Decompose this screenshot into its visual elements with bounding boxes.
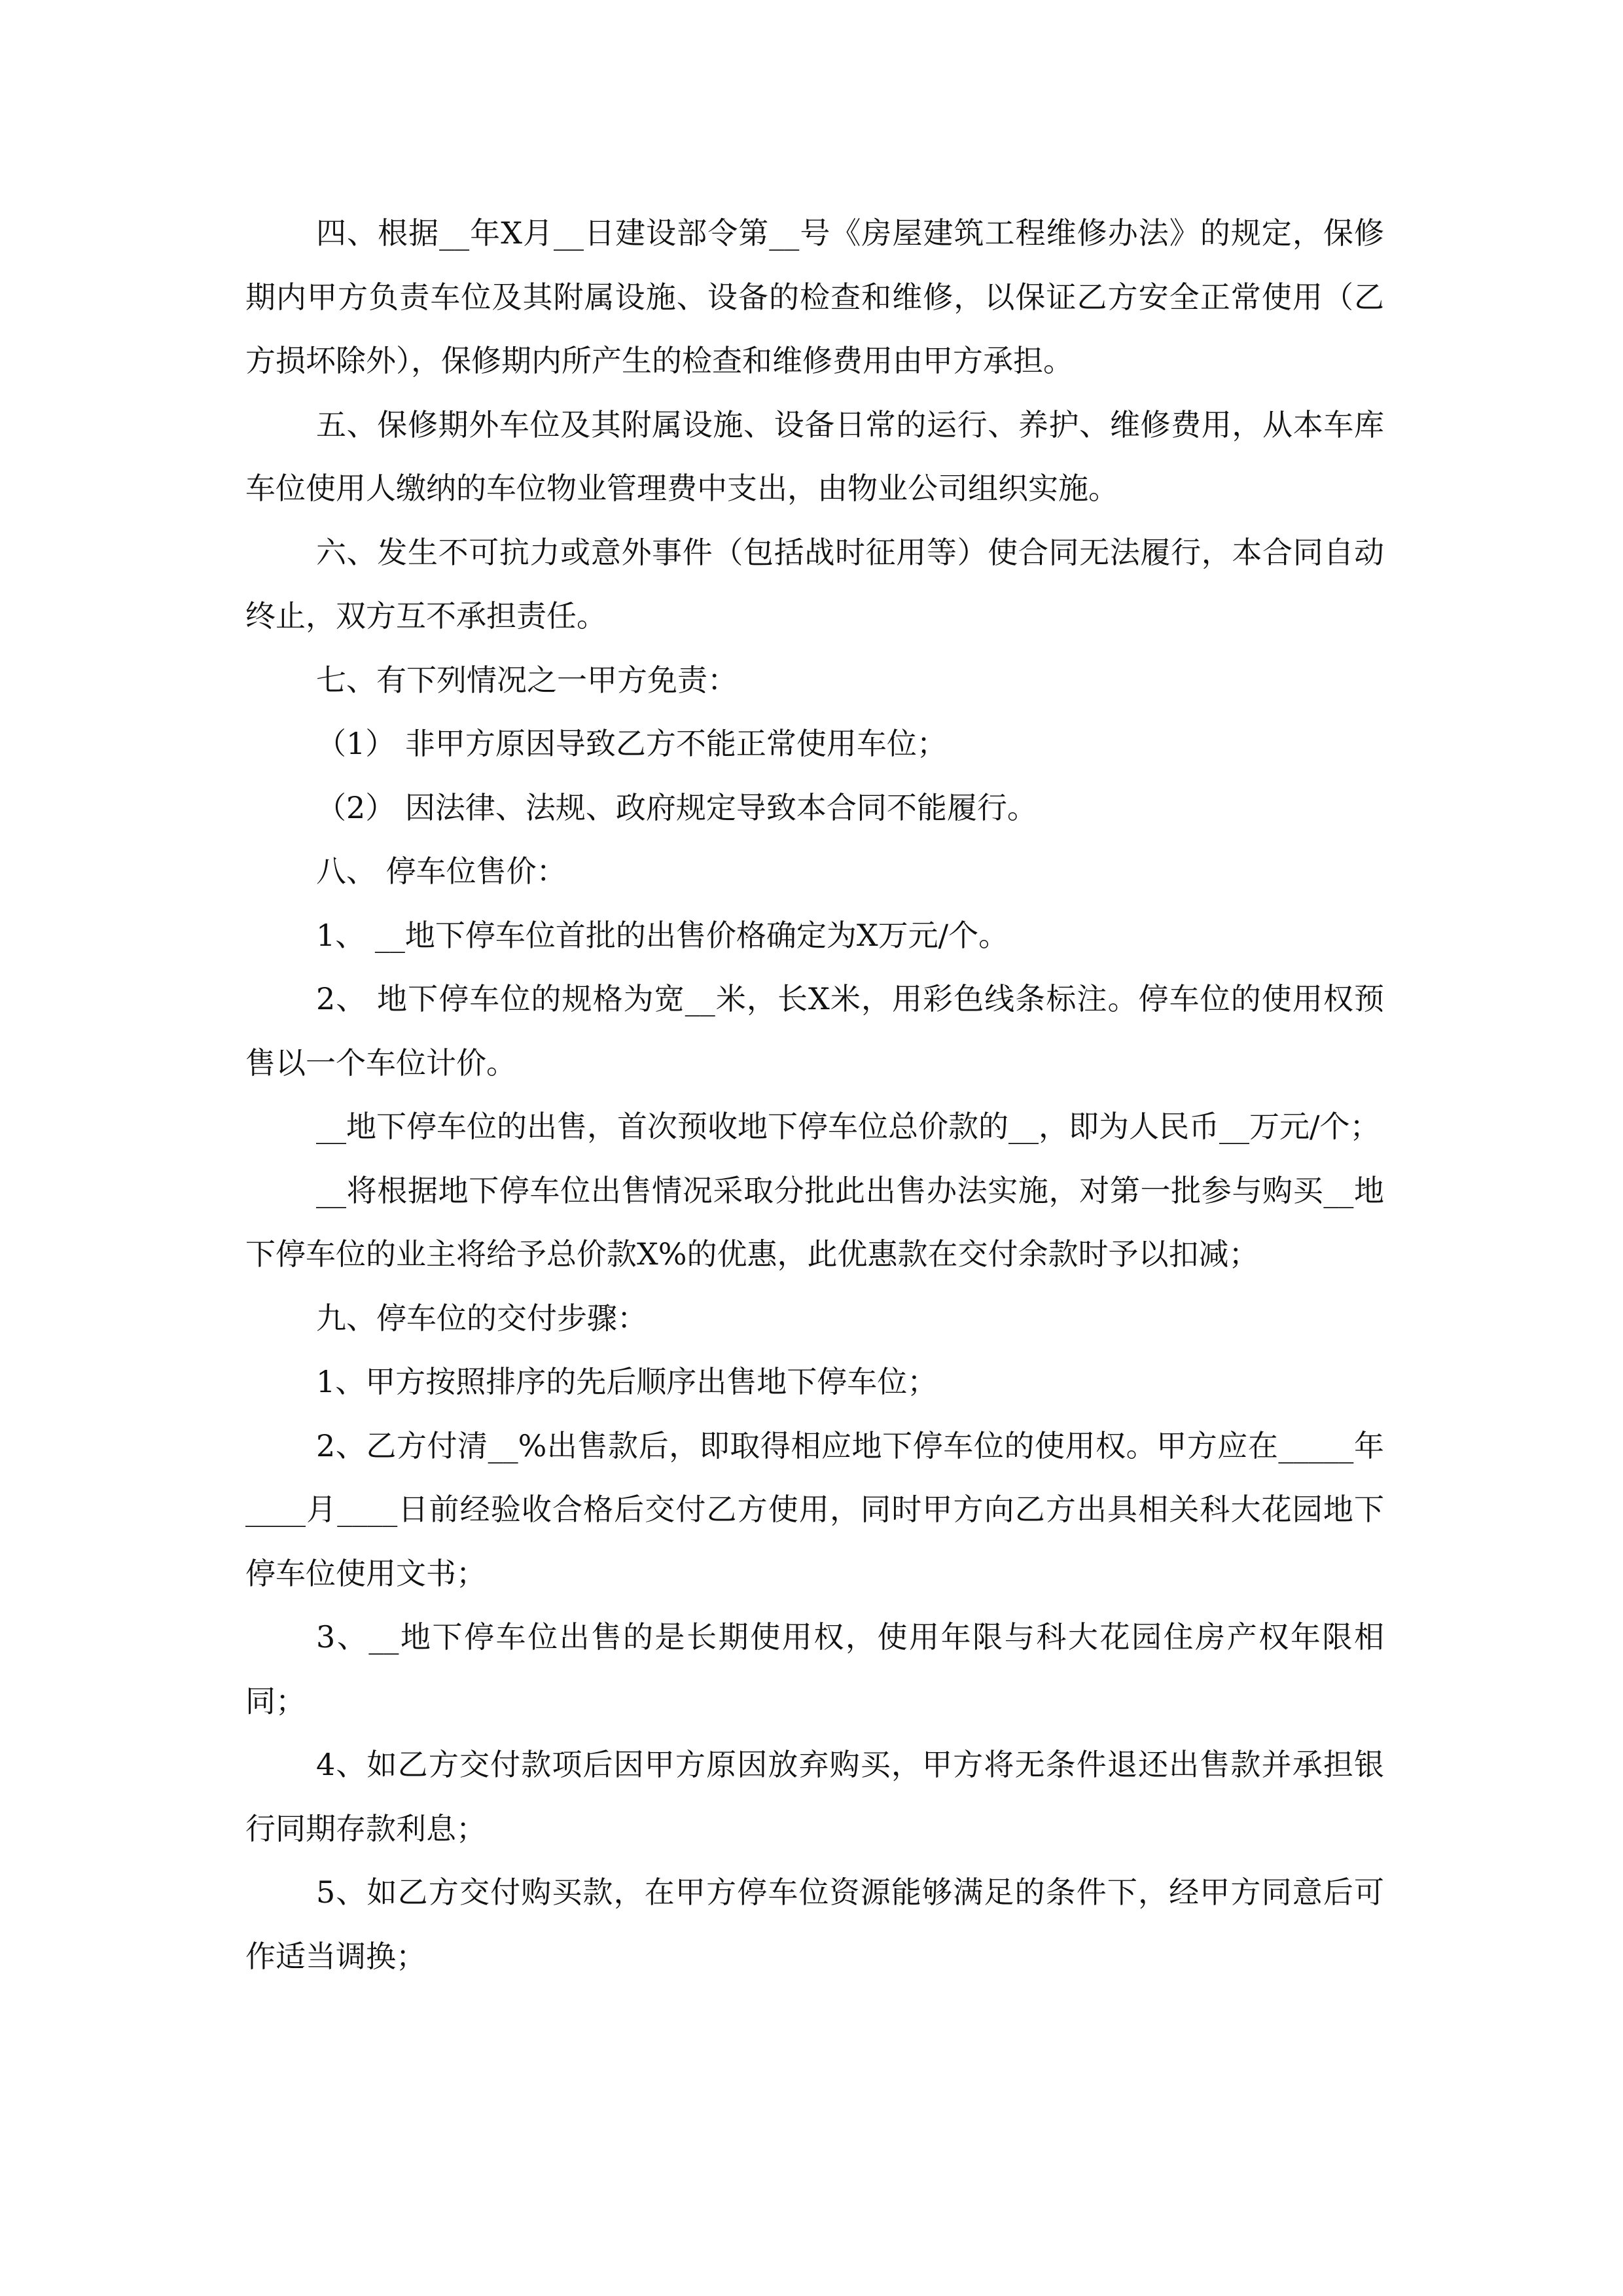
paragraph-exemption-item-2: （2） 因法律、法规、政府规定导致本合同不能履行。 [316,789,1037,825]
paragraph-delivery-item-5: 5、如乙方交付购买款，在甲方停车位资源能够满足的条件下，经甲方同意后可作适当调换； [245,1874,1384,1974]
paragraph-delivery-item-2: 2、乙方付清__%出售款后，即取得相应地下停车位的使用权。甲方应在_____年____月____日前经验收合格后交付乙方使用，同时甲方向乙方出具相关科大花园地下停车位使用文书； [245,1427,1384,1591]
paragraph-warranty-inside: 四、根据__年X月__日建设部令第__号《房屋建筑工程维修办法》的规定，保修期内甲方负责车位及其附属设施、设备的检查和维修，以保证乙方安全正常使用（乙方损坏除外），保修期内所产生的检查和维修费用由甲方承担。 [245,215,1384,378]
paragraph-prepayment: __地下停车位的出售，首次预收地下停车位总价款的__，即为人民币__万元/个； [316,1109,1380,1144]
paragraph-discount: __将根据地下停车位出售情况采取分批此出售办法实施，对第一批参与购买__地下停车位的业主将给予总价款X%的优惠，此优惠款在交付余款时予以扣减； [245,1172,1384,1272]
paragraph-delivery-item-3: 3、__地下停车位出售的是长期使用权，使用年限与科大花园住房产权年限相同； [245,1619,1384,1719]
paragraph-exemption-heading: 七、有下列情况之一甲方免责： [316,662,738,698]
paragraph-delivery-heading: 九、停车位的交付步骤： [316,1300,647,1336]
paragraph-force-majeure: 六、发生不可抗力或意外事件（包括战时征用等）使合同无法履行，本合同自动终止，双方互不承担责任。 [245,534,1384,634]
document-body [245,202,1384,1988]
paragraph-delivery-item-1: 1、甲方按照排序的先后顺序出售地下停车位； [316,1364,938,1399]
paragraph-price-item-2: 2、 地下停车位的规格为宽__米，长X米，用彩色线条标注。停车位的使用权预售以一个车位计价。 [245,981,1384,1081]
paragraph-exemption-item-1: （1） 非甲方原因导致乙方不能正常使用车位； [316,726,947,761]
paragraph-warranty-outside: 五、保修期外车位及其附属设施、设备日常的运行、养护、维修费用，从本车库车位使用人缴纳的车位物业管理费中支出，由物业公司组织实施。 [245,406,1384,506]
paragraph-price-heading: 八、 停车位售价： [316,853,567,889]
paragraph-delivery-item-4: 4、如乙方交付款项后因甲方原因放弃购买，甲方将无条件退还出售款并承担银行同期存款利息； [245,1747,1384,1846]
paragraph-price-item-1: 1、 __地下停车位首批的出售价格确定为X万元/个。 [316,917,1009,953]
